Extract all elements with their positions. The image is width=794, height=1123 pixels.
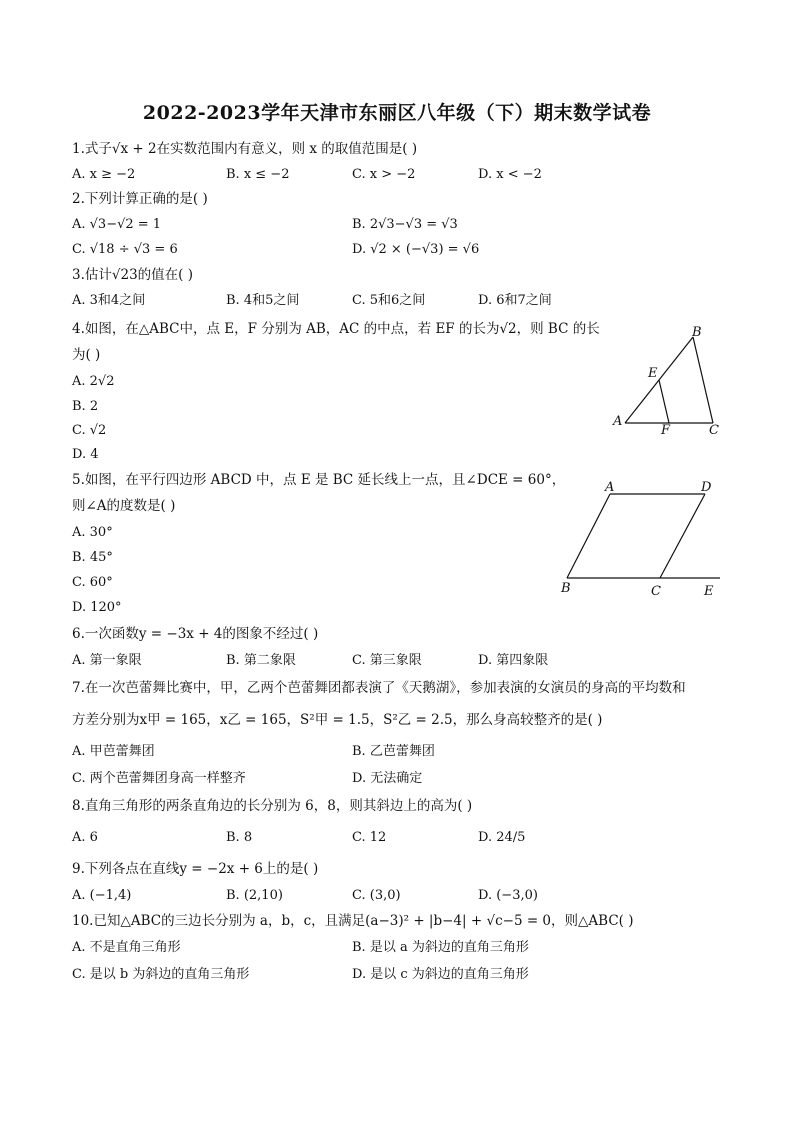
label-e: E: [704, 584, 714, 599]
question-10-stem: 10.已知△ABC的三边长分别为 a，b，c，且满足(a−3)² + |b−4| + √c−5 = 0，则△ABC( ): [72, 913, 634, 929]
label-d: D: [701, 480, 712, 495]
question-5-stem-line2: 则∠A的度数是( ): [72, 498, 176, 514]
q8-option-b: B. 8: [226, 830, 253, 845]
q6-option-d: D. 第四象限: [478, 653, 549, 668]
label-a: A: [613, 414, 623, 429]
q3-option-a: A. 3和4之间: [72, 293, 146, 308]
q10-option-a: A. 不是直角三角形: [72, 940, 181, 955]
q9-option-c: C. (3,0): [352, 888, 401, 903]
segment-bc: [693, 337, 713, 423]
q1-option-d: D. x < −2: [478, 167, 542, 182]
q6-option-b: B. 第二象限: [226, 653, 296, 668]
q5-option-b: B. 45°: [72, 550, 113, 565]
question-1-stem: 1.式子√x + 2在实数范围内有意义，则 x 的取值范围是( ): [72, 141, 418, 157]
q1-option-a: A. x ≥ −2: [72, 167, 136, 182]
q1-option-c: C. x > −2: [352, 167, 416, 182]
q10-option-c: C. 是以 b 为斜边的直角三角形: [72, 967, 250, 982]
question-8-stem: 8.直角三角形的两条直角边的长分别为 6，8，则其斜边上的高为( ): [72, 798, 473, 814]
segment-ab: [567, 494, 610, 578]
question-4-stem-line2: 为( ): [72, 347, 101, 363]
q4-option-b: B. 2: [72, 399, 99, 414]
question-7-stem-line1: 7.在一次芭蕾舞比赛中，甲，乙两个芭蕾舞团都表演了《天鹅湖》，参加表演的女演员的身高的平均数和: [72, 680, 686, 696]
q9-option-d: D. (−3,0): [478, 888, 538, 903]
label-c: C: [651, 584, 661, 599]
label-e: E: [648, 366, 658, 381]
q7-option-b: B. 乙芭蕾舞团: [352, 744, 435, 759]
q3-option-d: D. 6和7之间: [478, 293, 552, 308]
label-b: B: [561, 581, 571, 596]
question-7-stem-line2: 方差分别为x甲 = 165，x乙 = 165，S²甲 = 1.5，S²乙 = 2.5，那么身高较整齐的是( ): [72, 712, 603, 728]
q3-option-b: B. 4和5之间: [226, 293, 300, 308]
question-2-stem: 2.下列计算正确的是( ): [72, 191, 208, 207]
q6-option-a: A. 第一象限: [72, 653, 142, 668]
q7-option-c: C. 两个芭蕾舞团身高一样整齐: [72, 771, 246, 786]
q4-option-d: D. 4: [72, 447, 99, 462]
q7-option-d: D. 无法确定: [352, 771, 423, 786]
question-9-stem: 9.下列各点在直线y = −2x + 6上的是( ): [72, 861, 319, 877]
question-6-stem: 6.一次函数y = −3x + 4的图象不经过( ): [72, 626, 319, 642]
q7-option-a: A. 甲芭蕾舞团: [72, 744, 155, 759]
q2-option-d: D. √2 × (−√3) = √6: [352, 242, 480, 257]
parallelogram-figure: [555, 476, 730, 601]
q5-option-a: A. 30°: [72, 525, 113, 540]
q8-option-a: A. 6: [72, 830, 98, 845]
label-f: F: [661, 423, 671, 438]
question-5-stem-line1: 5.如图，在平行四边形 ABCD 中，点 E 是 BC 延长线上一点，且∠DCE = 60°，: [72, 472, 566, 488]
q9-option-a: A. (−1,4): [72, 888, 132, 903]
segment-ef: [659, 380, 669, 423]
label-a: A: [605, 480, 615, 495]
q5-option-c: C. 60°: [72, 575, 113, 590]
q10-option-d: D. 是以 c 为斜边的直角三角形: [352, 967, 529, 982]
q4-option-a: A. 2√2: [72, 374, 115, 389]
q8-option-d: D. 24/5: [478, 830, 526, 845]
q8-option-c: C. 12: [352, 830, 387, 845]
question-3-stem: 3.估计√23的值在( ): [72, 267, 193, 283]
q6-option-c: C. 第三象限: [352, 653, 422, 668]
label-c: C: [709, 423, 719, 438]
q2-option-b: B. 2√3−√3 = √3: [352, 217, 458, 232]
q4-option-c: C. √2: [72, 423, 107, 438]
label-b: B: [692, 325, 702, 340]
q2-option-c: C. √18 ÷ √3 = 6: [72, 242, 178, 257]
q9-option-b: B. (2,10): [226, 888, 283, 903]
triangle-figure: [608, 325, 728, 440]
page-title: 2022-2023学年天津市东丽区八年级（下）期末数学试卷: [142, 102, 652, 124]
q1-option-b: B. x ≤ −2: [226, 167, 290, 182]
question-4-stem-line1: 4.如图，在△ABC中，点 E，F 分别为 AB，AC 的中点，若 EF 的长为√2，则 BC 的长: [72, 321, 600, 337]
q5-option-d: D. 120°: [72, 600, 122, 615]
q10-option-b: B. 是以 a 为斜边的直角三角形: [352, 940, 529, 955]
segment-dc: [660, 494, 705, 578]
q3-option-c: C. 5和6之间: [352, 293, 426, 308]
q2-option-a: A. √3−√2 = 1: [72, 217, 162, 232]
